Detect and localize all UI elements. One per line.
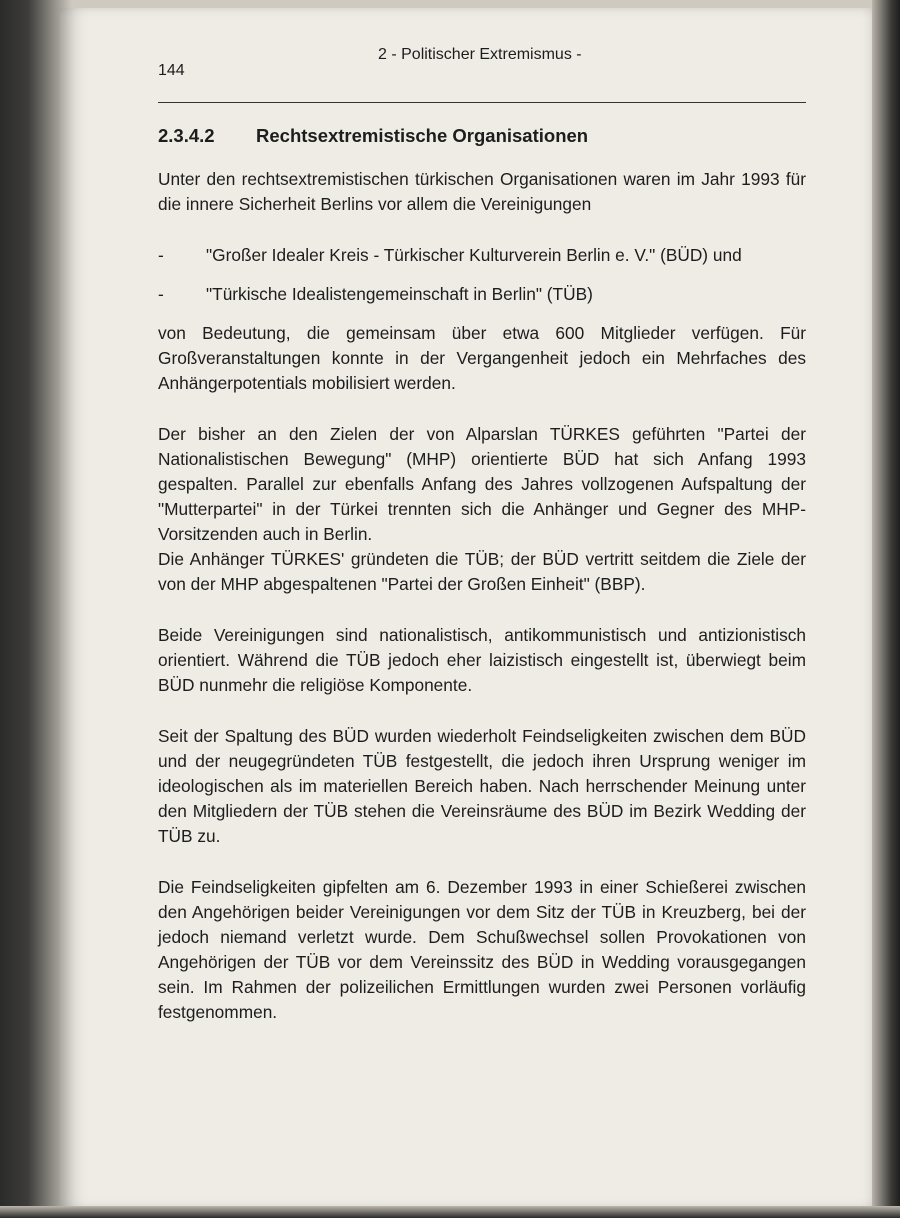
organization-text: "Türkische Idealistengemeinschaft in Berlin" (TÜB) — [206, 284, 593, 304]
list-dash: - — [158, 245, 164, 265]
section-number: 2.3.4.2 — [158, 125, 215, 146]
paragraph-ideology: Beide Vereinigungen sind nationalistisch, antikommunistisch und antizionistisch orientiert. Während die TÜB jedoch eher laizistisch eingestellt ist, überwiegt beim BÜD nunmehr die religiöse Komponente. — [158, 625, 806, 695]
organization-text: "Großer Idealer Kreis - Türkischer Kulturverein Berlin e. V." (BÜD) und — [206, 245, 742, 265]
running-header — [158, 40, 806, 88]
page-content — [158, 40, 806, 1051]
page-number: 144 — [158, 62, 185, 79]
organization-item-bud — [158, 243, 806, 268]
paragraph-hostilities: Seit der Spaltung des BÜD wurden wiederholt Feindseligkeiten zwischen dem BÜD und der neugegründeten TÜB festgestellt, die jedoch ihren Ursprung weniger im ideologischen als im materiellen Bereich haben. Nach herrschender Meinung unter den Mitgliedern der TÜB stehen die Vereinsräume des BÜD im Bezirk Wedding der TÜB zu. — [158, 726, 806, 846]
paragraph-intro: Unter den rechtsextremistischen türkischen Organisationen waren im Jahr 1993 für die innere Sicherheit Berlins vor allem die Vereinigungen — [158, 169, 806, 214]
page-edge-right — [872, 0, 900, 1218]
header-rule — [158, 102, 806, 103]
section-title: Rechtsextremistische Organisationen — [256, 125, 589, 146]
paragraph-split: Der bisher an den Zielen der von Alparslan TÜRKES geführten "Partei der Nationalistischen Bewegung" (MHP) orientierte BÜD hat sich Anfang 1993 gespalten. Parallel zur ebenfalls Anfang des Jahres vollzogenen Aufspaltung der "Mutterpartei" in der Türkei trennten sich die Anhänger und Gegner des MHP-Vorsitzenden auch in Berlin. — [158, 424, 806, 544]
section-heading — [158, 125, 806, 147]
organization-list — [158, 243, 806, 307]
organization-item-tub — [158, 282, 806, 307]
list-dash: - — [158, 284, 164, 304]
paragraph-significance: von Bedeutung, die gemeinsam über etwa 600 Mitglieder verfügen. Für Großveranstaltungen konnte in der Vergangenheit jedoch ein Mehrfaches des Anhängerpotentials mobilisiert werden. — [158, 323, 806, 393]
paragraph-founding: Die Anhänger TÜRKES' gründeten die TÜB; der BÜD vertritt seitdem die Ziele der von der MHP abgespaltenen "Partei der Großen Einheit" (BBP). — [158, 549, 806, 594]
page-edge-bottom — [0, 1206, 900, 1218]
paragraph-shooting: Die Feindseligkeiten gipfelten am 6. Dezember 1993 in einer Schießerei zwischen den Angehörigen beider Vereinigungen vor dem Sitz der TÜB in Kreuzberg, bei der jedoch niemand verletzt wurde. Dem Schußwechsel sollen Provokationen von Angehörigen der TÜB vor dem Vereinssitz des BÜD in Wedding vorausgegangen sein. Im Rahmen der polizeilichen Ermittlungen wurden zwei Personen vorläufig festgenommen. — [158, 877, 806, 1022]
chapter-title: 2 - Politischer Extremismus - — [378, 46, 582, 63]
